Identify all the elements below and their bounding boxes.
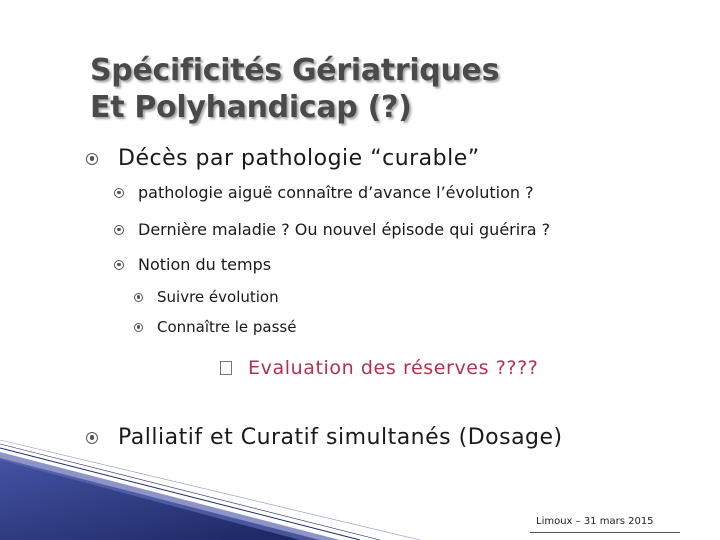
bullet-text: Connaître le passé [157,318,297,336]
bullet-text: Evaluation des réserves ???? [248,357,539,379]
bullet-text: Décès par pathologie “curable” [118,146,480,171]
footer-text: Limoux – 31 mars 2015 [536,516,654,527]
bullet-icon [86,432,98,444]
bullet-icon [114,260,124,270]
bullet-text: pathologie aiguë connaître d’avance l’évolution ? [138,183,534,202]
bullet-text: Dernière maladie ? Ou nouvel épisode qui guérira ? [138,220,551,239]
slide-title [90,52,499,126]
title-line-1: Spécificités Gériatriques [90,53,500,88]
bullet-level1 [86,425,563,450]
footer-divider [530,532,680,533]
bullet-icon [134,293,143,302]
checkbox-icon [220,361,232,375]
bullet-level2 [114,255,271,274]
bullet-level3 [134,318,296,336]
bullet-level4 [220,357,538,379]
bullet-text: Suivre évolution [157,288,279,306]
bullet-level1 [86,146,480,171]
bullet-icon [114,188,124,198]
bullet-level3 [134,288,279,306]
bullet-icon [114,225,124,235]
bullet-icon [134,323,143,332]
title-line-2: Et Polyhandicap (?) [90,90,412,125]
bullet-icon [86,153,98,165]
bullet-level2 [114,183,534,202]
bullet-text: Notion du temps [138,255,272,274]
bullet-text: Palliatif et Curatif simultanés (Dosage) [118,425,563,450]
bullet-level2 [114,220,550,239]
